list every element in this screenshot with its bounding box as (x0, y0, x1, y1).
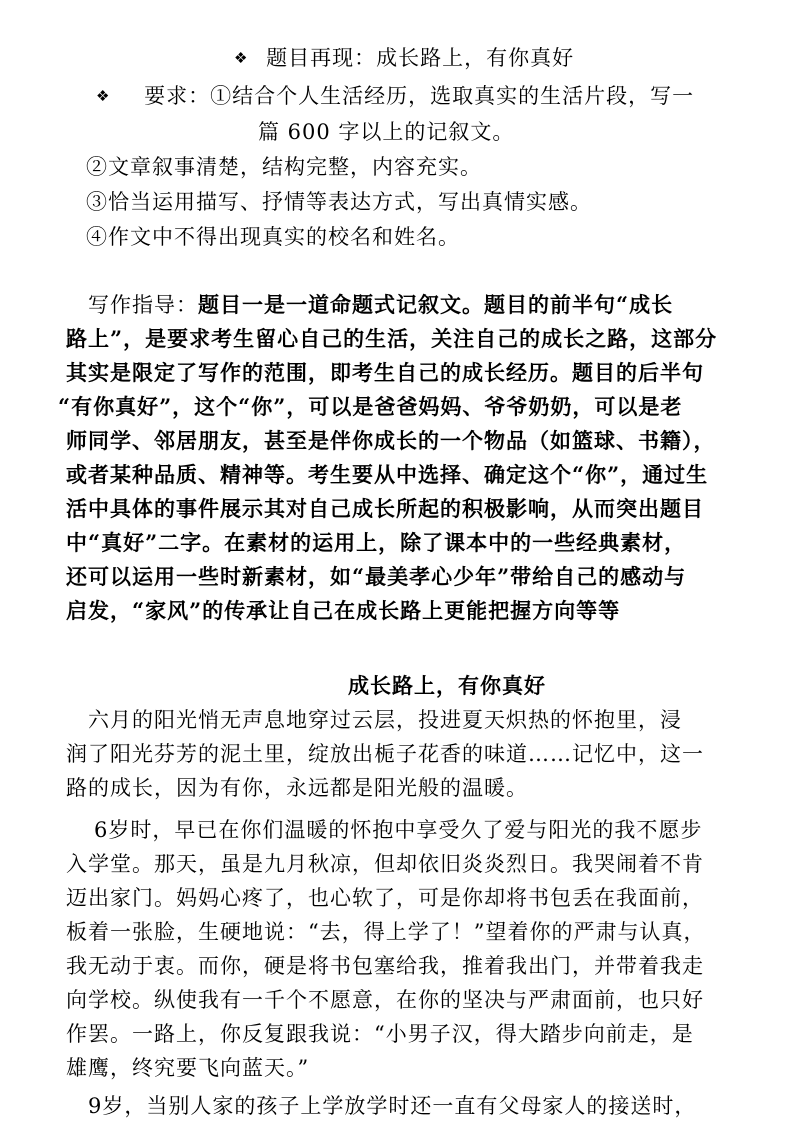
topic-text: 题目再现：成长路上，有你真好 (266, 46, 575, 70)
essay-line: 入学堂。那天，虽是九月秋凉，但却依旧炎炎烈日。我哭闹着不肯 (66, 852, 704, 876)
requirement-item-3: ③恰当运用描写、抒情等表达方式，写出真情实感。 (86, 190, 592, 214)
guide-line: 师同学、邻居朋友，甚至是伴你成长的一个物品（如篮球、书籍）， (66, 428, 716, 453)
guide-line-1 (88, 291, 673, 319)
guide-line: 或者某种品质、精神等。考生要从中选择、确定这个“你”，通过生 (66, 462, 709, 487)
essay-title: 成长路上，有你真好 (348, 673, 546, 698)
guide-line: 路上”，是要求考生留心自己的生活，关注自己的成长之路，这部分 (66, 326, 718, 351)
requirement-line-1 (96, 82, 694, 110)
essay-line: 6岁时，早已在你们温暖的怀抱中享受久了爱与阳光的我不愿步 (94, 818, 703, 842)
guide-line: 中“真好”二字。在素材的运用上，除了课本中的一些经典素材， (66, 530, 687, 555)
topic-line (234, 44, 574, 72)
essay-line: 向学校。纵使我有一千个不愿意，在你的坚决与严肃面前，也只好 (66, 988, 704, 1012)
guide-line: 启发，“家风”的传承让自己在成长路上更能把握方向等等 (66, 598, 621, 623)
guide-label: 写作指导： (88, 293, 198, 317)
guide-line: “有你真好”，这个“你”，可以是爸爸妈妈、爷爷奶奶，可以是老 (58, 394, 683, 419)
guide-text: 题目一是一道命题式记叙文。题目的前半句“成长 (198, 292, 674, 317)
requirement-line-2: 篇 600 字以上的记叙文。 (258, 120, 515, 144)
essay-line: 作罢。一路上，你反复跟我说：“小男子汉，得大踏步向前走，是 (66, 1022, 694, 1046)
diamond-bullet-icon: ❖ (96, 87, 111, 105)
requirement-item-2: ②文章叙事清楚，结构完整，内容充实。 (86, 155, 482, 179)
diamond-bullet-icon: ❖ (234, 49, 249, 67)
guide-line: 其实是限定了写作的范围，即考生自己的成长经历。题目的后半句 (66, 360, 704, 385)
essay-line: 9岁，当别人家的孩子上学放学时还一直有父母家人的接送时， (88, 1094, 697, 1118)
guide-line: 活中具体的事件展示其对自己成长所起的积极影响，从而突出题目 (66, 496, 704, 521)
essay-line: 迈出家门。妈妈心疼了，也心软了，可是你却将书包丢在我面前， (66, 886, 704, 910)
guide-line: 还可以运用一些时新素材，如“最美孝心少年”带给自己的感动与 (66, 564, 687, 589)
essay-line: 雄鹰，终究要飞向蓝天。” (66, 1056, 310, 1080)
requirement-item-4: ④作文中不得出现真实的校名和姓名。 (86, 225, 460, 249)
essay-line: 我无动于衷。而你，硬是将书包塞给我，推着我出门，并带着我走 (66, 954, 704, 978)
essay-line: 路的成长，因为有你，永远都是阳光般的温暖。 (66, 776, 528, 800)
essay-line: 润了阳光芬芳的泥土里，绽放出栀子花香的味道……记忆中，这一 (66, 742, 704, 766)
essay-line: 板着一张脸，生硬地说：“去，得上学了！”望着你的严肃与认真， (66, 920, 706, 944)
requirement-text: 要求：①结合个人生活经历，选取真实的生活片段，写一 (144, 84, 695, 108)
essay-line: 六月的阳光悄无声息地穿过云层，投进夏天炽热的怀抱里，浸 (88, 708, 682, 732)
